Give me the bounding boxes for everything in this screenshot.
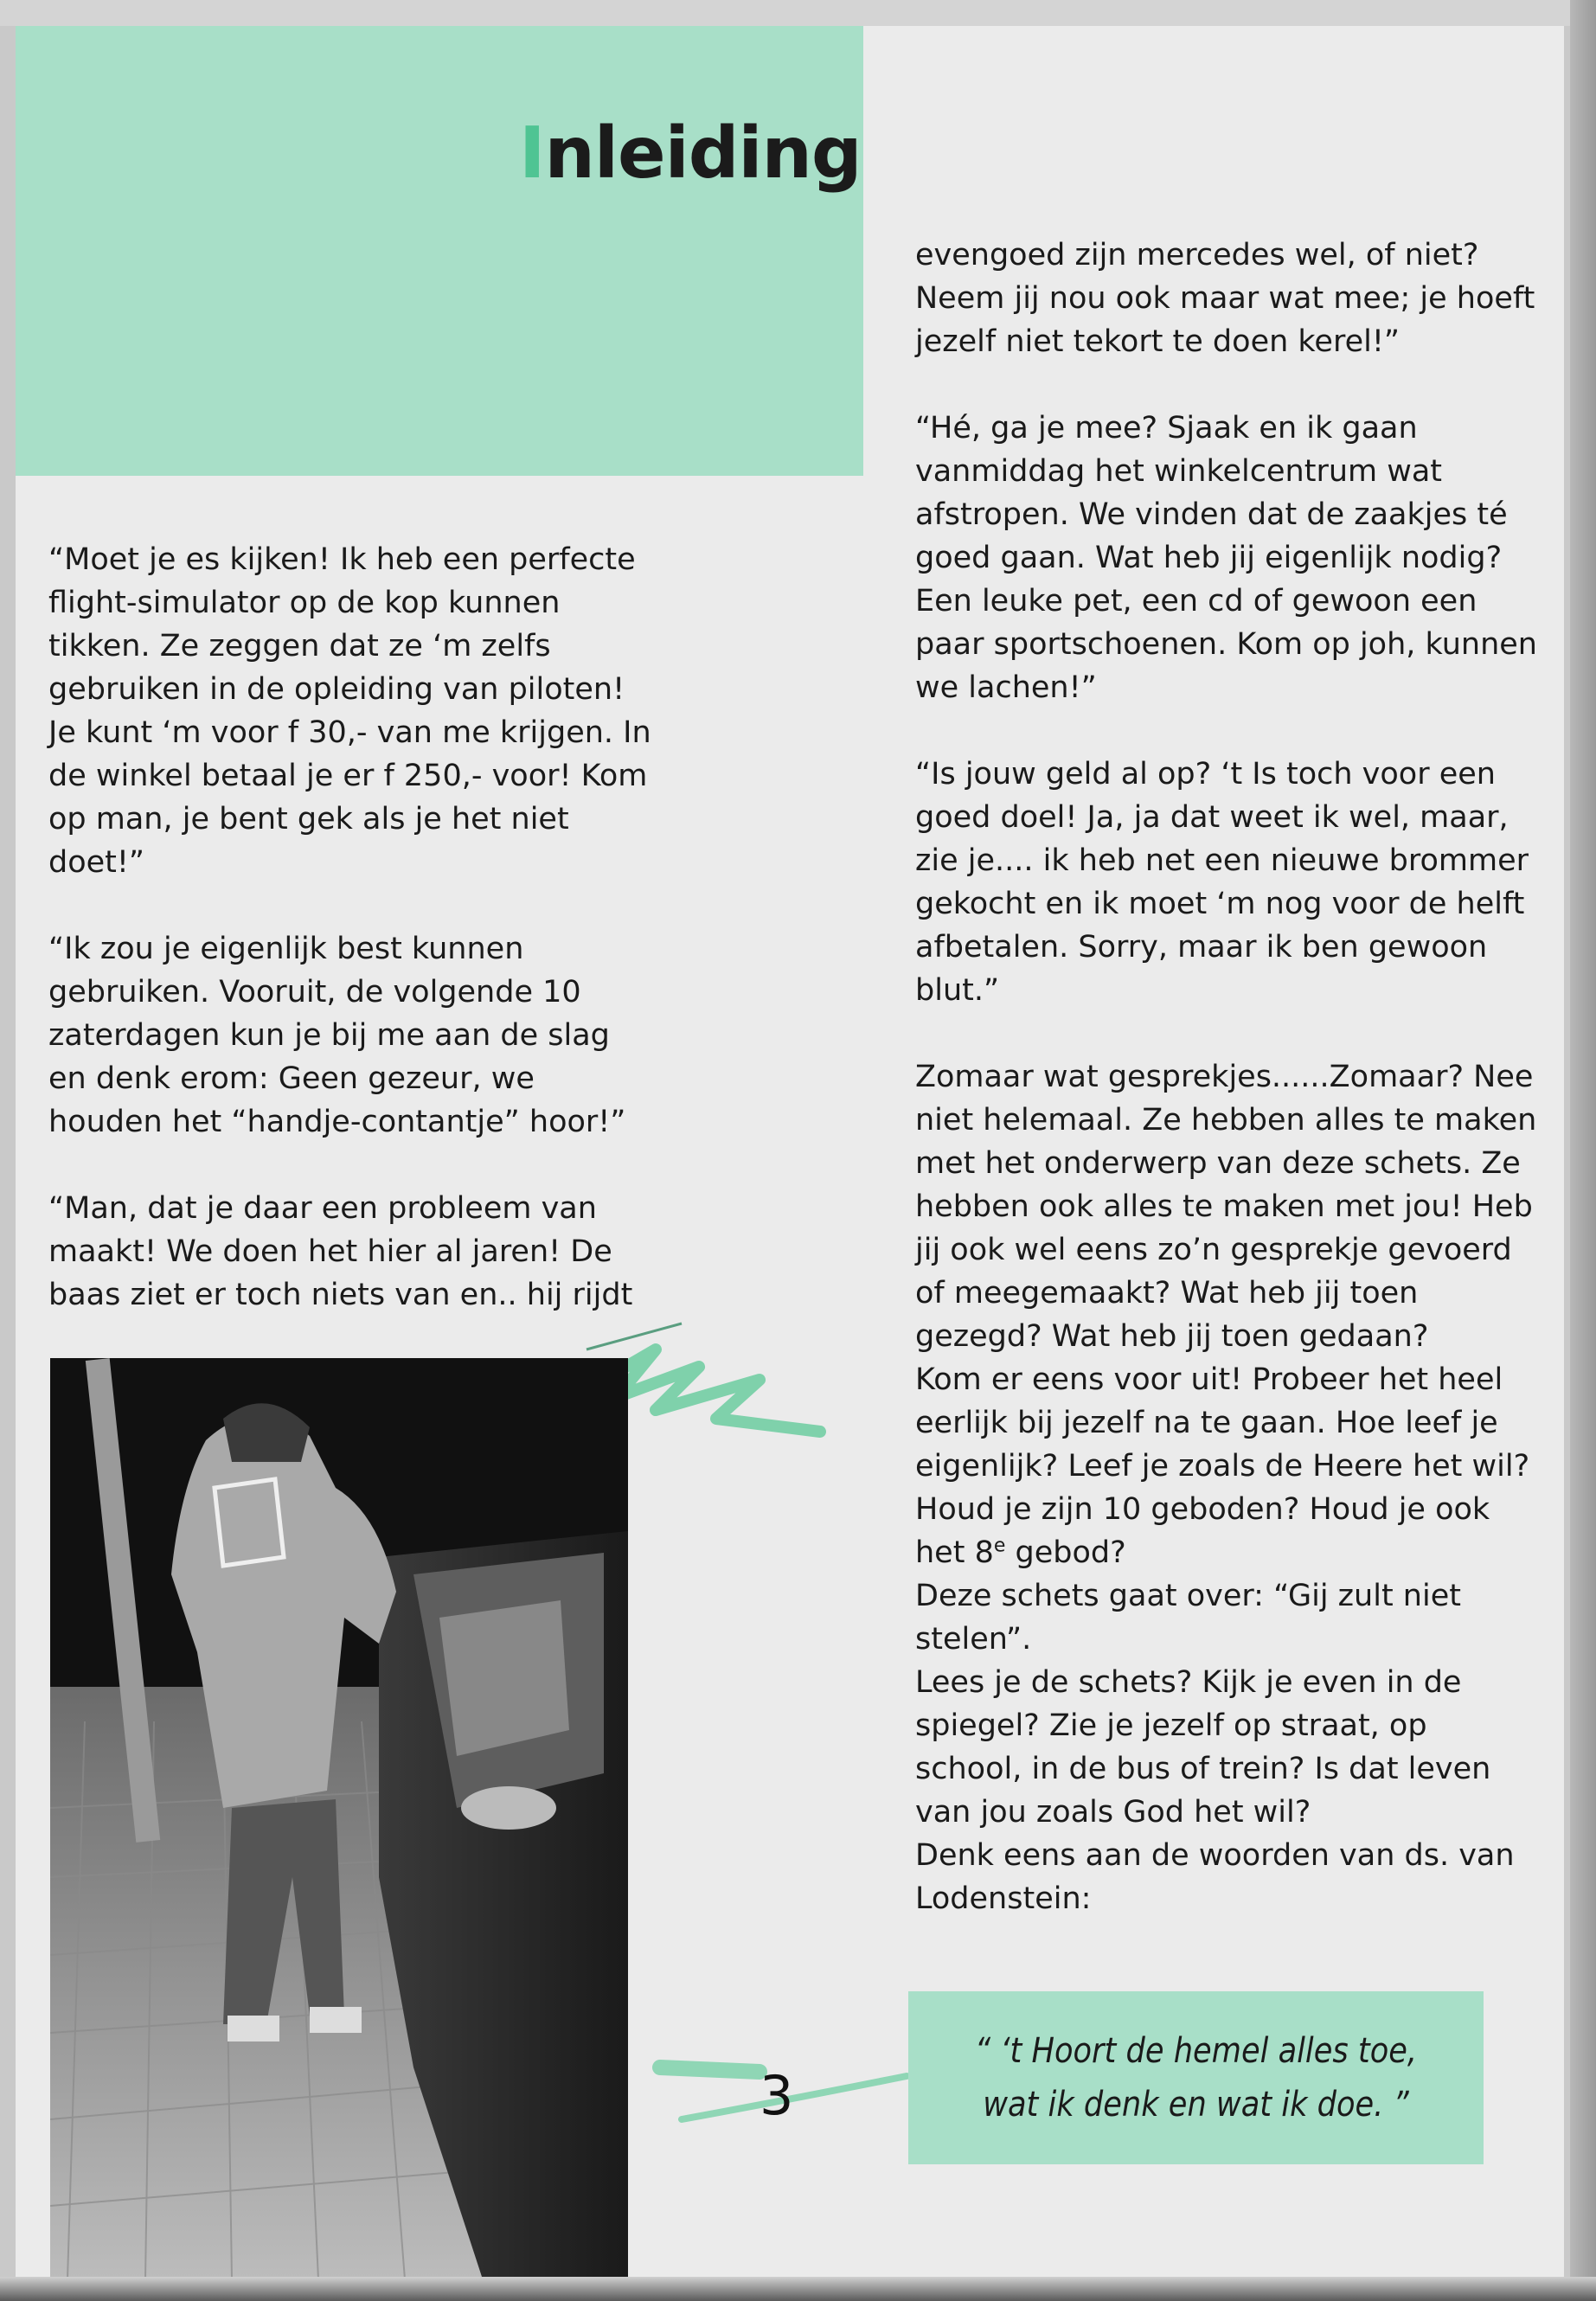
body-text: Kom er eens voor uit! Probeer het heel eerlijk bij jezelf na te gaan. Hoe leef je eigenlijk? Leef je zoals de Heere het wil? Houd je zijn 10 geboden? Houd je ook het 8 bbox=[915, 1362, 1530, 1570]
page-title bbox=[519, 112, 862, 195]
dialogue-paragraph: “Moet je es kijken! Ik heb een perfecte flight-simulator op de kop kunnen tikken. Ze zeggen dat ze ‘m zelfs gebruiken in de opleiding van piloten! Je kunt ‘m voor f 30,- van me krijgen. In de winkel betaal je er f 250,- voor! Kom op man, je bent gek als je het niet doet!” bbox=[48, 542, 651, 880]
title-rest: nleiding bbox=[544, 112, 862, 195]
superscript: e bbox=[993, 1535, 1006, 1557]
page bbox=[16, 26, 1564, 2279]
book-edge bbox=[1570, 0, 1596, 2301]
quote-line: wat ik denk en wat ik doe. ” bbox=[983, 2085, 1409, 2125]
page-number: 3 bbox=[760, 2064, 794, 2127]
body-line: Lees je de schets? Kijk je even in de spiegel? Zie je jezelf op straat, op school, in de bus of trein? Is dat leven van jou zoals God het wil? bbox=[915, 1665, 1491, 1830]
body-text: gebod? bbox=[1005, 1535, 1126, 1570]
left-column bbox=[48, 538, 654, 1360]
photo-person-at-car bbox=[50, 1358, 628, 2279]
body-line: Denk eens aan de woorden van ds. van Lodenstein: bbox=[915, 1838, 1515, 1916]
title-block bbox=[16, 26, 863, 476]
body-line: Zomaar wat gesprekjes......Zomaar? Nee niet helemaal. Ze hebben alles te maken met het onderwerp van deze schets. Ze hebben ook alles te maken met jou! Heb jij ook wel eens zo’n gesprekje gevoerd of meegemaakt? Wat heb jij toen gezegd? Wat heb jij toen gedaan? bbox=[915, 1060, 1537, 1354]
dialogue-paragraph: “Hé, ga je mee? Sjaak en ik gaan vanmiddag het winkelcentrum wat afstropen. We vinden dat de zaakjes té goed gaan. Wat heb jij eigenlijk nodig? Een leuke pet, een cd of gewoon een paar sportschoenen. Kom op joh, kunnen we lachen!” bbox=[915, 411, 1537, 705]
right-column bbox=[915, 234, 1538, 1920]
scan-bottom-border bbox=[0, 2277, 1596, 2301]
body-line: Deze schets gaat over: “Gij zult niet stelen”. bbox=[915, 1579, 1461, 1657]
scan-top-border bbox=[0, 0, 1596, 26]
dialogue-paragraph: “Is jouw geld al op? ‘t Is toch voor een goed doel! Ja, ja dat weet ik wel, maar, zie je.... ik heb net een nieuwe brommer gekocht en ik moet ‘m nog voor de helft afbetalen. Sorry, maar ik ben gewoon blut.” bbox=[915, 757, 1529, 1008]
dialogue-paragraph: evengoed zijn mercedes wel, of niet? Neem jij nou ook maar wat mee; je hoeft jezelf niet tekort te doen kerel!” bbox=[915, 238, 1535, 359]
quote-text bbox=[943, 2024, 1449, 2131]
dialogue-paragraph: “Man, dat je daar een probleem van maakt! We doen het hier al jaren! De baas ziet er toch niets van en.. hij rijdt bbox=[48, 1191, 633, 1312]
body-line bbox=[915, 1358, 1538, 1574]
title-initial: I bbox=[519, 112, 545, 195]
quote-line: “ ‘t Hoort de hemel alles toe, bbox=[974, 2031, 1418, 2071]
quote-box bbox=[908, 1991, 1484, 2164]
dialogue-paragraph: “Ik zou je eigenlijk best kunnen gebruiken. Vooruit, de volgende 10 zaterdagen kun je bij me aan de slag en denk erom: Geen gezeur, we houden het “handje-contantje” hoor!” bbox=[48, 932, 626, 1139]
photo-image bbox=[50, 1358, 628, 2279]
